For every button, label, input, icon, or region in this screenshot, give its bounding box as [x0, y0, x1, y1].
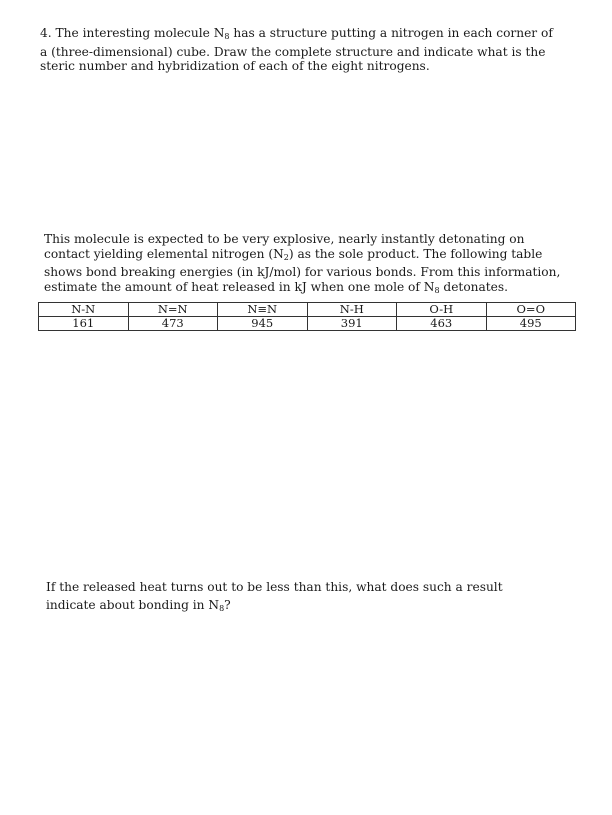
value-cell: 473: [128, 317, 218, 331]
header-cell: N≡N: [218, 303, 308, 317]
table-header-row: [39, 303, 576, 317]
value-cell: 945: [218, 317, 308, 331]
header-cell: N-H: [307, 303, 397, 317]
explosive-text: This molecule is expected to be very explosive, nearly instantly detonating on contact yielding elemental nitrogen (N: [44, 232, 525, 261]
question-4: [40, 26, 560, 74]
header-cell: N=N: [128, 303, 218, 317]
subscript: 8: [219, 604, 225, 613]
header-cell: O=O: [486, 303, 576, 317]
value-cell: 391: [307, 317, 397, 331]
question-text-continued: has a structure putting a nitrogen in each corner of a (three-dimensional) cube. Draw the complete structure and indicate what is the steric number and hybridization of each of the eight nitrogens.: [40, 26, 553, 73]
value-cell: 495: [486, 317, 576, 331]
subscript: 2: [283, 252, 289, 262]
explosive-text-end: detonates.: [439, 279, 509, 294]
question-number: 4.: [40, 26, 52, 40]
header-cell: O-H: [397, 303, 487, 317]
question-text: The interesting molecule N: [55, 26, 225, 40]
value-cell: 161: [39, 317, 129, 331]
bond-energy-table: [38, 302, 576, 331]
value-cell: 463: [397, 317, 487, 331]
followup-question: [46, 578, 546, 618]
explosive-text-continued: ) as the sole product. The following table shows bond breaking energies (in kJ/mol) for various bonds. From this information, estimate the amount of heat released in kJ when one mole of N: [44, 246, 561, 294]
header-cell: N-N: [39, 303, 129, 317]
subscript: 8: [434, 285, 440, 295]
table-row: [39, 317, 576, 331]
followup-text: If the released heat turns out to be less than this, what does such a result indicate about bonding in N: [46, 580, 503, 612]
explosive-paragraph: [44, 232, 574, 298]
followup-text-end: ?: [224, 598, 231, 612]
subscript: 8: [224, 32, 230, 41]
